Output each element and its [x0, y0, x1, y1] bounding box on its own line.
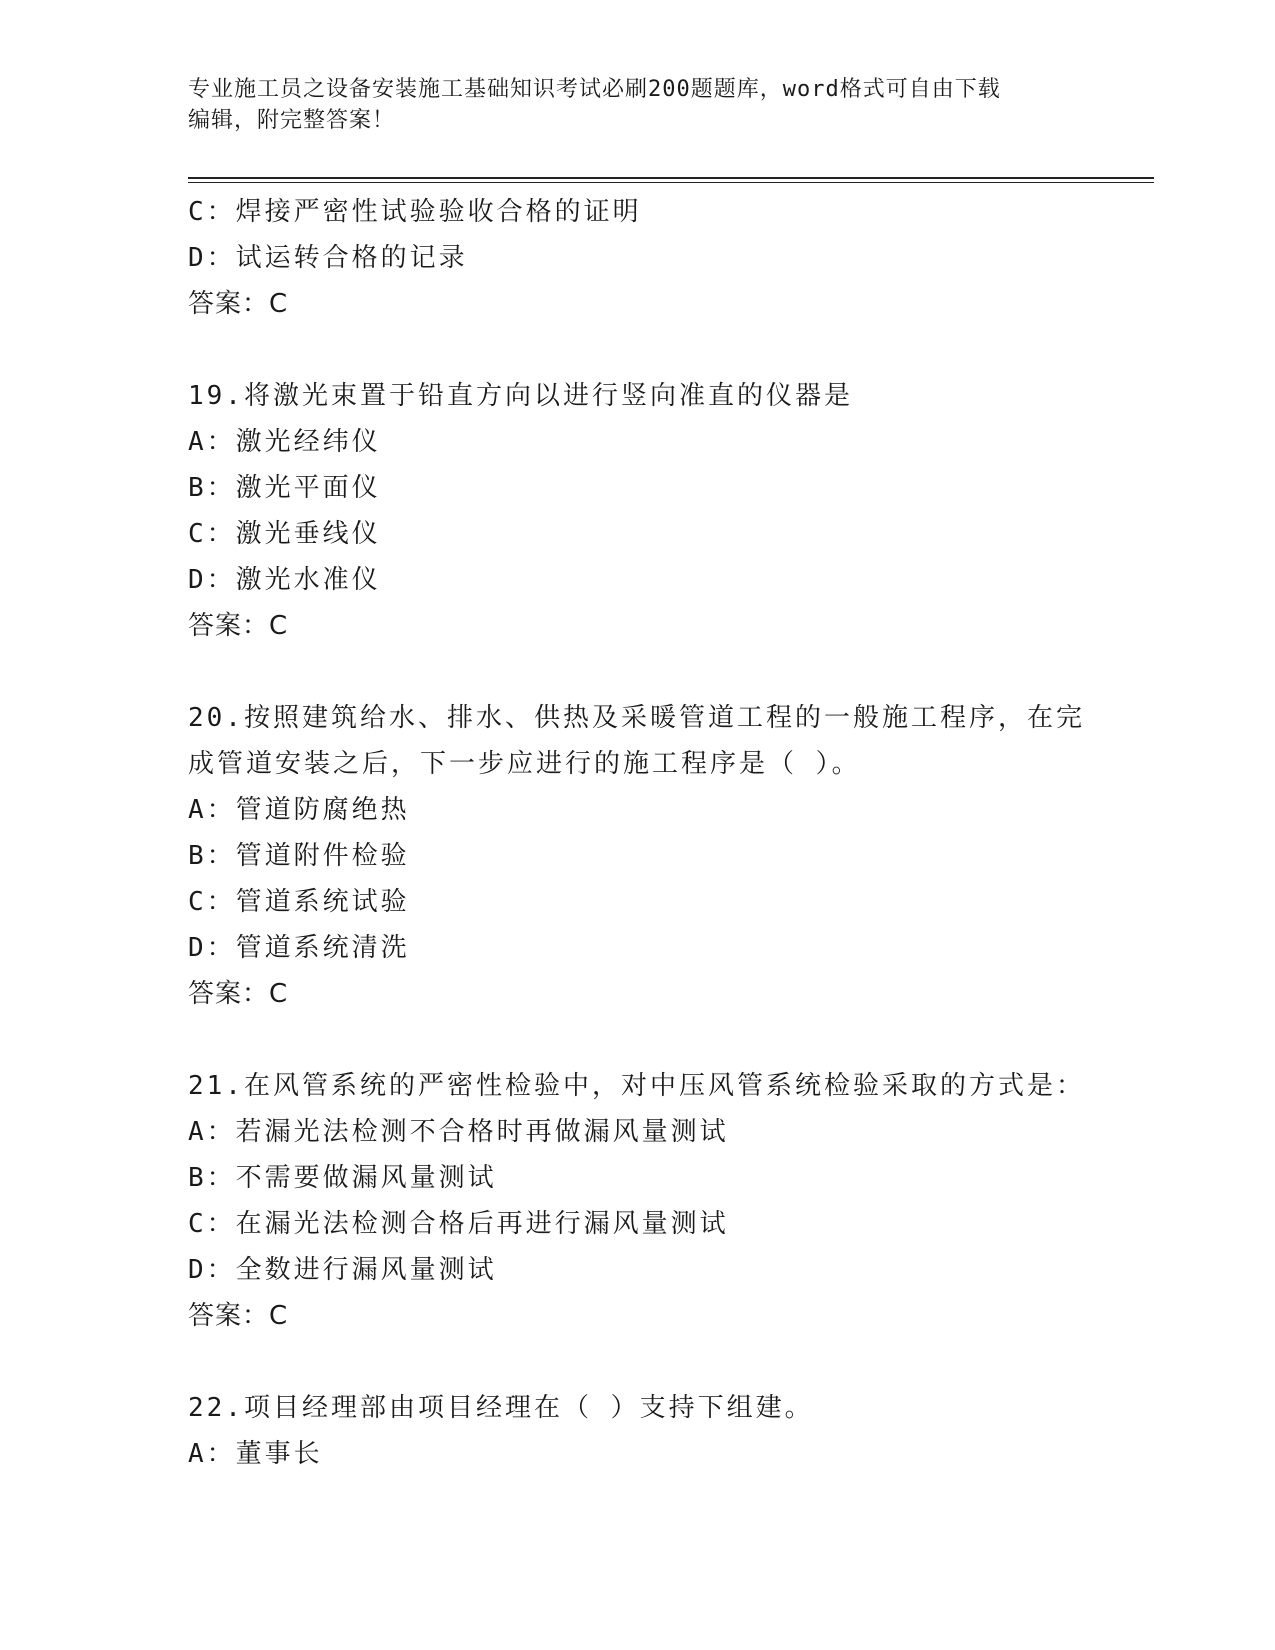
option-d: D：管道系统清洗	[188, 933, 410, 963]
option-d: D：激光水准仪	[188, 565, 381, 595]
option-a: A：董事长	[188, 1439, 323, 1469]
option-d: D：试运转合格的记录	[188, 243, 468, 273]
header-line-1: 专业施工员之设备安装施工基础知识考试必刷200题题库，word格式可自由下载	[188, 77, 1001, 102]
option-a: A：激光经纬仪	[188, 427, 381, 457]
option-b: B：激光平面仪	[188, 473, 381, 503]
option-c: C：激光垂线仪	[188, 519, 381, 549]
question-list	[188, 189, 1088, 1477]
question-stem-line-2: 成管道安装之后，下一步应进行的施工程序是（ ）。	[188, 749, 861, 779]
question-stem: 19.将激光束置于铅直方向以进行竖向准直的仪器是	[188, 381, 853, 411]
header-divider-thin	[188, 182, 1154, 183]
question-22	[188, 1385, 1088, 1477]
spacer	[188, 1017, 1088, 1063]
option-d: D：全数进行漏风量测试	[188, 1255, 497, 1285]
question-stem-line-1: 20.按照建筑给水、排水、供热及采暖管道工程的一般施工程序，在完	[188, 703, 1085, 733]
option-a: A：管道防腐绝热	[188, 795, 410, 825]
question-21	[188, 1063, 1088, 1339]
spacer	[188, 1339, 1088, 1385]
question-stem: 21.在风管系统的严密性检验中，对中压风管系统检验采取的方式是：	[188, 1071, 1085, 1101]
option-a: A：若漏光法检测不合格时再做漏风量测试	[188, 1117, 729, 1147]
spacer	[188, 327, 1088, 373]
answer: 答案：C	[188, 611, 289, 641]
spacer	[188, 649, 1088, 695]
option-b: B：管道附件检验	[188, 841, 410, 871]
option-c: C：管道系统试验	[188, 887, 410, 917]
option-b: B：不需要做漏风量测试	[188, 1163, 497, 1193]
question-18-partial	[188, 189, 1088, 327]
option-c: C：焊接严密性试验验收合格的证明	[188, 197, 642, 227]
answer: 答案：C	[188, 979, 289, 1009]
option-c: C：在漏光法检测合格后再进行漏风量测试	[188, 1209, 729, 1239]
question-stem: 22.项目经理部由项目经理在（ ）支持下组建。	[188, 1393, 814, 1423]
answer: 答案：C	[188, 289, 289, 319]
question-19	[188, 373, 1088, 649]
question-20	[188, 695, 1088, 1017]
header-line-2: 编辑，附完整答案！	[188, 108, 396, 133]
answer: 答案：C	[188, 1301, 289, 1331]
header-divider-thick	[188, 177, 1154, 179]
document-header	[188, 74, 1088, 136]
